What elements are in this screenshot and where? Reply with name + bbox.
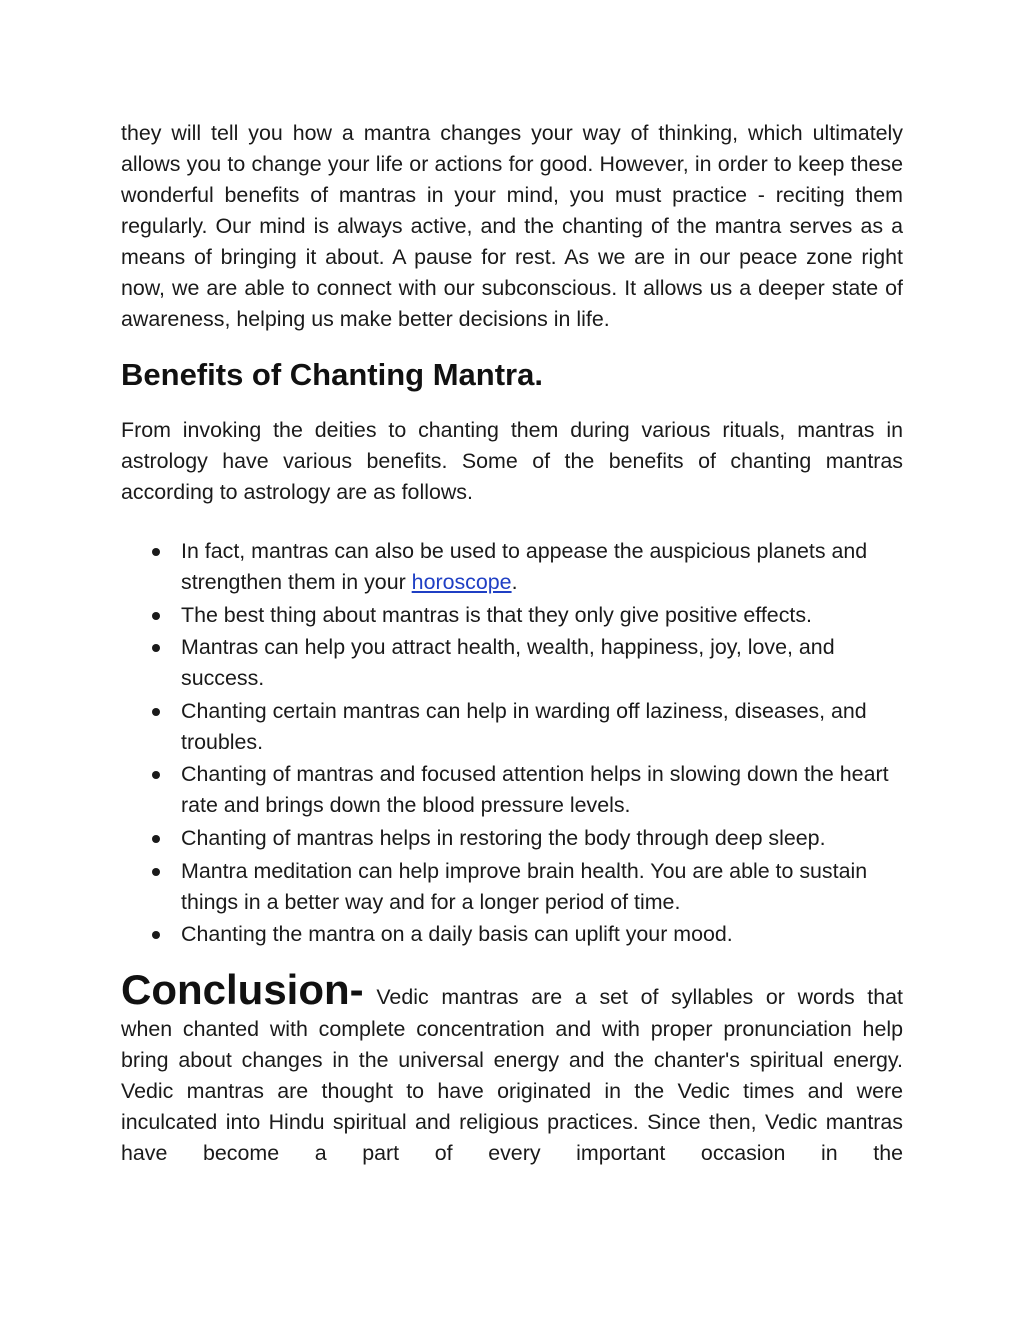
conclusion-first-line-text: Vedic mantras are a set of syllables or words that — [363, 985, 903, 1010]
list-item — [121, 759, 903, 821]
benefits-list — [121, 536, 903, 950]
list-item-text: The best thing about mantras is that they only give positive effects. — [181, 602, 812, 627]
conclusion-heading: Conclusion- — [121, 966, 364, 1014]
horoscope-link[interactable]: horoscope — [411, 570, 512, 594]
list-item-text: Chanting certain mantras can help in warding off laziness, diseases, and troubles. — [181, 698, 867, 754]
bullet-icon — [152, 612, 160, 620]
list-item — [121, 696, 903, 758]
list-item-text-end: . — [511, 570, 518, 594]
bullet-icon — [152, 644, 160, 652]
bullet-icon — [152, 771, 160, 779]
bullet-icon — [152, 835, 160, 843]
bullet-icon — [152, 931, 160, 939]
conclusion-section — [121, 968, 903, 1169]
conclusion-first-line — [121, 968, 903, 1014]
bullet-icon — [152, 548, 160, 556]
list-item — [121, 536, 903, 598]
list-item — [121, 600, 903, 631]
bullet-icon — [152, 708, 160, 716]
list-item-text: In fact, mantras can also be used to appease the auspicious planets and strengthen them in your — [181, 539, 868, 594]
intro-paragraph: they will tell you how a mantra changes your way of thinking, which ultimately allows you to change your life or actions for good. However, in order to keep these wonderful benefits of mantras in your mind, you must practice - reciting them regularly. Our mind is always active, and the chanting of the mantra serves as a means of bringing it about. A pause for rest. As we are in our peace zone right now, we are able to connect with our subconscious. It allows us a deeper state of awareness, helping us make better decisions in life. — [121, 121, 903, 331]
list-item — [121, 632, 903, 694]
benefits-heading: Benefits of Chanting Mantra. — [121, 357, 543, 392]
list-item-text: Mantra meditation can help improve brain health. You are able to sustain things in a better way and for a longer period of time. — [181, 858, 868, 914]
list-item-text: Mantras can help you attract health, wealth, happiness, joy, love, and success. — [181, 635, 835, 691]
conclusion-paragraph: when chanted with complete concentration and with proper pronunciation help bring about changes in the universal energy and the chanter's spiritual energy. Vedic mantras are thought to have originated in the Vedic times and were inculcated into Hindu spiritual and religious practices. Since then, Vedic mantras have become a part of every important occasion in the — [121, 1017, 903, 1166]
list-item-text: Chanting of mantras and focused attention helps in slowing down the heart rate and brings down the blood pressure levels. — [181, 762, 889, 818]
list-item — [121, 823, 903, 854]
list-item — [121, 919, 903, 950]
bullet-icon — [152, 868, 160, 876]
benefits-intro-paragraph: From invoking the deities to chanting them during various rituals, mantras in astrology have various benefits. Some of the benefits of chanting mantras according to astrology are as follows. — [121, 418, 903, 504]
list-item-text: Chanting of mantras helps in restoring the body through deep sleep. — [181, 825, 826, 850]
list-item-text: Chanting the mantra on a daily basis can uplift your mood. — [181, 922, 733, 947]
document-page — [121, 118, 903, 1169]
list-item — [121, 856, 903, 918]
